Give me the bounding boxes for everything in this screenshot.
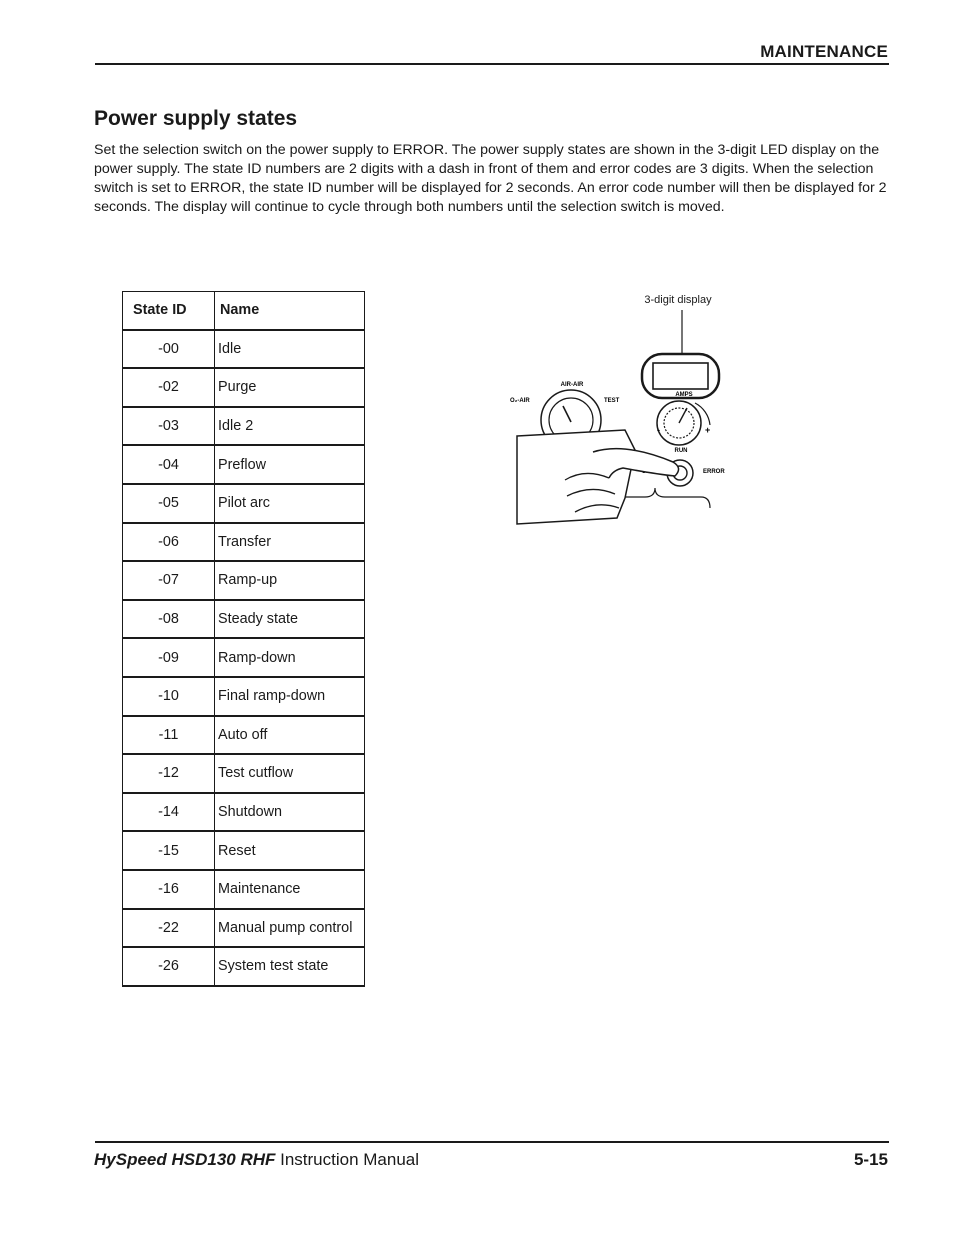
state-id-cell: -26: [123, 947, 215, 986]
state-id-cell: -10: [123, 677, 215, 716]
test-label: TEST: [604, 398, 620, 404]
error-label: ERROR: [703, 469, 725, 475]
control-panel-illustration: [505, 290, 745, 530]
power-supply-states-table: [122, 291, 365, 987]
state-name-cell: Purge: [215, 368, 365, 407]
state-name-cell: Transfer: [215, 523, 365, 562]
state-name-cell: Maintenance: [215, 870, 365, 909]
state-name-cell: Idle: [215, 330, 365, 369]
table-row: [123, 600, 365, 639]
callout-3-digit-display: 3-digit display: [644, 294, 712, 306]
table-row: [123, 831, 365, 870]
column-header-name: Name: [215, 292, 365, 330]
state-id-cell: -14: [123, 793, 215, 832]
intro-paragraph: Set the selection switch on the power supply to ERROR. The power supply states are shown in the 3-digit LED display on the power supply. The state ID numbers are 2 digits with a dash in front of them and error codes are 3 digits. When the selection switch is set to ERROR, the state ID number will be displayed for 2 seconds. An error code number will then be displayed for 2 seconds. The display will continue to cycle through both numbers until the selection switch is moved.: [94, 142, 887, 215]
table-row: [123, 484, 365, 523]
state-name-cell: Steady state: [215, 600, 365, 639]
table-row: [123, 445, 365, 484]
state-name-cell: Test cutflow: [215, 754, 365, 793]
table-row: [123, 870, 365, 909]
state-id-cell: -07: [123, 561, 215, 600]
air-air-label: AIR-AIR: [560, 382, 584, 388]
state-id-cell: -15: [123, 831, 215, 870]
state-name-cell: Pilot arc: [215, 484, 365, 523]
state-id-cell: -04: [123, 445, 215, 484]
amps-label: AMPS: [675, 392, 693, 398]
o2-air-label: O₂-AIR: [510, 398, 530, 404]
state-id-cell: -08: [123, 600, 215, 639]
amps-plus-label: +: [705, 425, 711, 435]
table-header-row: [123, 292, 365, 330]
state-id-cell: -06: [123, 523, 215, 562]
table-row: [123, 368, 365, 407]
table-row: [123, 909, 365, 948]
state-name-cell: Preflow: [215, 445, 365, 484]
led-display-window: [653, 363, 708, 389]
section-header-label: MAINTENANCE: [760, 42, 888, 61]
state-name-cell: Manual pump control: [215, 909, 365, 948]
state-id-cell: -12: [123, 754, 215, 793]
state-name-cell: Ramp-up: [215, 561, 365, 600]
table-row: [123, 523, 365, 562]
state-name-cell: Reset: [215, 831, 365, 870]
table-row: [123, 330, 365, 369]
table-row: [123, 716, 365, 755]
state-name-cell: Idle 2: [215, 407, 365, 446]
footer-manual-title: [94, 1150, 419, 1170]
state-id-cell: -09: [123, 638, 215, 677]
state-id-cell: -16: [123, 870, 215, 909]
table-row: [123, 407, 365, 446]
table-row: [123, 677, 365, 716]
state-id-cell: -05: [123, 484, 215, 523]
table-row: [123, 947, 365, 986]
table-row: [123, 561, 365, 600]
page-number: 5-15: [853, 1150, 888, 1169]
footer-brand: HySpeed HSD130 RHF: [94, 1150, 276, 1169]
state-name-cell: Final ramp-down: [215, 677, 365, 716]
table-row: [123, 638, 365, 677]
column-header-state-id: State ID: [123, 292, 215, 330]
footer-doc-type: Instruction Manual: [275, 1150, 420, 1169]
power-supply-panel-figure: [505, 290, 745, 530]
amps-minus-label: -: [657, 425, 660, 435]
run-label: RUN: [674, 448, 688, 454]
state-id-cell: -22: [123, 909, 215, 948]
switch-bracket: [623, 488, 710, 508]
footer-rule: [95, 1141, 889, 1143]
state-name-cell: System test state: [215, 947, 365, 986]
state-name-cell: Auto off: [215, 716, 365, 755]
table-body: [123, 330, 365, 986]
state-id-cell: -03: [123, 407, 215, 446]
hand-card: [517, 430, 635, 524]
table-row: [123, 793, 365, 832]
state-id-cell: -00: [123, 330, 215, 369]
state-name-cell: Shutdown: [215, 793, 365, 832]
table-row: [123, 754, 365, 793]
state-name-cell: Ramp-down: [215, 638, 365, 677]
section-title: Power supply states: [94, 107, 298, 130]
state-id-cell: -02: [123, 368, 215, 407]
state-id-cell: -11: [123, 716, 215, 755]
header-rule: [95, 63, 889, 65]
